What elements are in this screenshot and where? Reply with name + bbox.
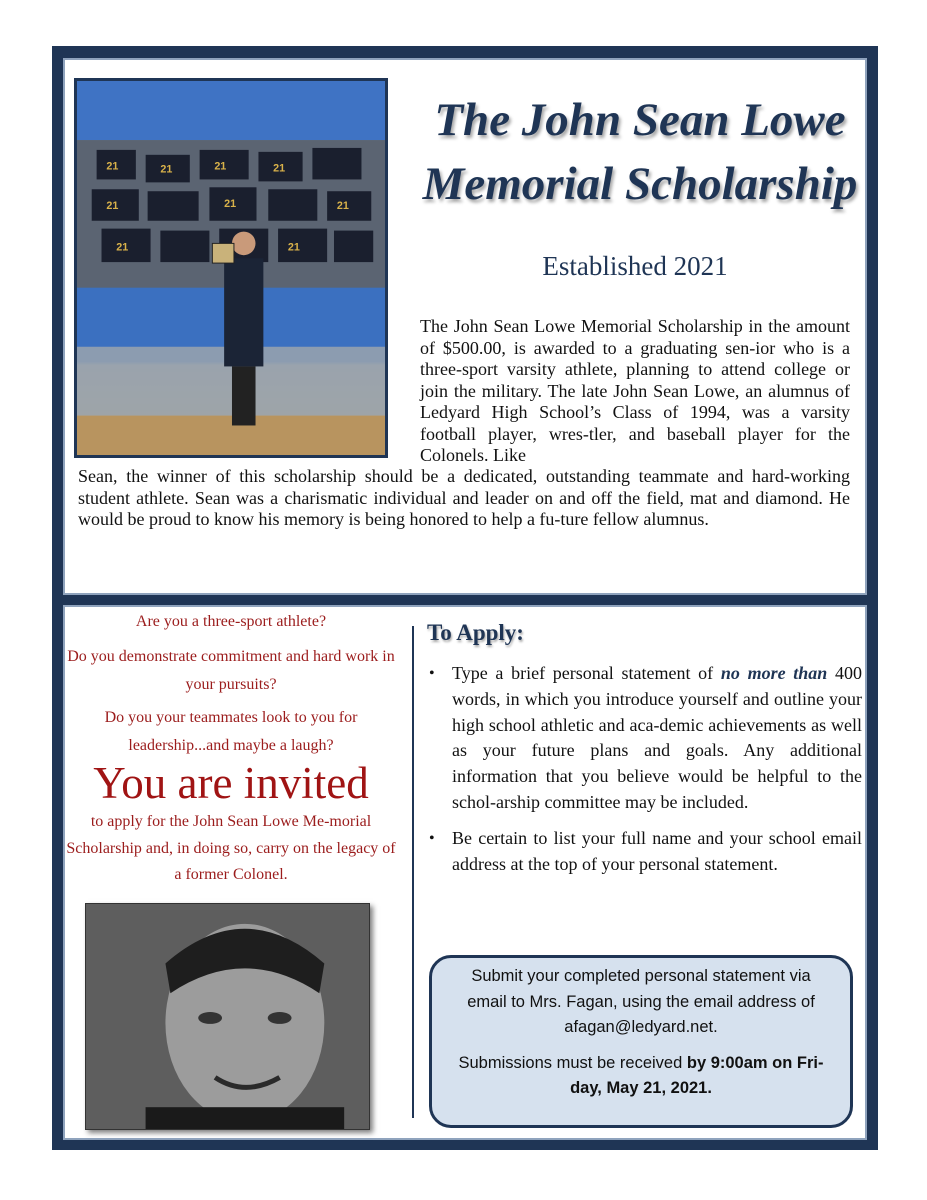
column-divider: [412, 626, 414, 1118]
jersey-number: 21: [336, 199, 349, 212]
invited-headline: You are invited: [93, 758, 369, 808]
apply-heading: To Apply:: [427, 620, 524, 645]
list-item: [427, 826, 862, 878]
jersey-number: 21: [116, 241, 129, 254]
jersey-number: 21: [106, 199, 119, 212]
title-line-2: Memorial Scholarship: [422, 158, 858, 210]
instruction-text-start: Type a brief personal statement of: [452, 663, 721, 683]
page-title: [395, 88, 885, 216]
jersey-number: 21: [287, 241, 300, 254]
instruction-text: Be certain to list your full name and your school email address at the top of your personal statement.: [452, 827, 862, 874]
question-leadership: Do you your teammates look to you for leadership...and maybe a laugh?: [104, 709, 358, 754]
question-three-sport: Are you a three-sport athlete?: [135, 613, 327, 630]
description-paragraph-end: Sean, the winner of this scholarship should be a dedicated, outstanding teammate and hard-working student athlete. Sean was a charismatic individual and leader on and off the field, mat and diamond. He would be proud to know his memory is being honored to help a fu-ture fellow alumnus.: [78, 466, 850, 529]
team-photo: [74, 78, 388, 458]
instruction-emphasis: no more than: [720, 663, 828, 683]
jersey-number: 21: [273, 162, 286, 175]
established-date: Established 2021: [542, 251, 728, 281]
jersey-number: 21: [214, 160, 227, 173]
list-item: [427, 661, 862, 816]
submission-deadline: [450, 1051, 832, 1102]
deadline-date: by 9:00am on Fri-day, May 21, 2021.: [570, 1053, 824, 1097]
submission-box: [429, 955, 853, 1128]
apply-instructions: [427, 661, 862, 887]
title-line-1: The John Sean Lowe: [434, 94, 846, 146]
deadline-text: Submissions must be received: [458, 1053, 687, 1072]
question-commitment: Do you demonstrate commitment and hard work in your pursuits?: [67, 648, 395, 693]
bullet-icon: •: [429, 829, 435, 847]
submission-instructions: Submit your completed personal statement via email to Mrs. Fagan, using the email address of afagan@ledyard.net.: [467, 967, 815, 1036]
jersey-number: 21: [106, 160, 119, 173]
jersey-number: 21: [160, 163, 173, 176]
jersey-number: 21: [224, 197, 237, 210]
portrait-photo: [85, 903, 370, 1130]
invite-text: to apply for the John Sean Lowe Me-morial Scholarship and, in doing so, carry on the legacy of a former Colonel.: [66, 813, 396, 883]
instruction-text-end: 400 words, in which you introduce yourself and outline your high school athletic and aca-demic achievements as well as your future plans and goals. Any additional information that you believe would be helpful to the schol-arship committee may be included.: [452, 663, 862, 812]
description-paragraph-start: The John Sean Lowe Memorial Scholarship in the amount of $500.00, is awarded to a graduating sen-ior who is a three-sport varsity athlete, planning to attend college or join the military. The late John Sean Lowe, an alumnus of Ledyard High School’s Class of 1994, was a varsity football player, wres-tler, and baseball player for the Colonels. Like: [420, 316, 850, 465]
bullet-icon: •: [429, 665, 435, 682]
